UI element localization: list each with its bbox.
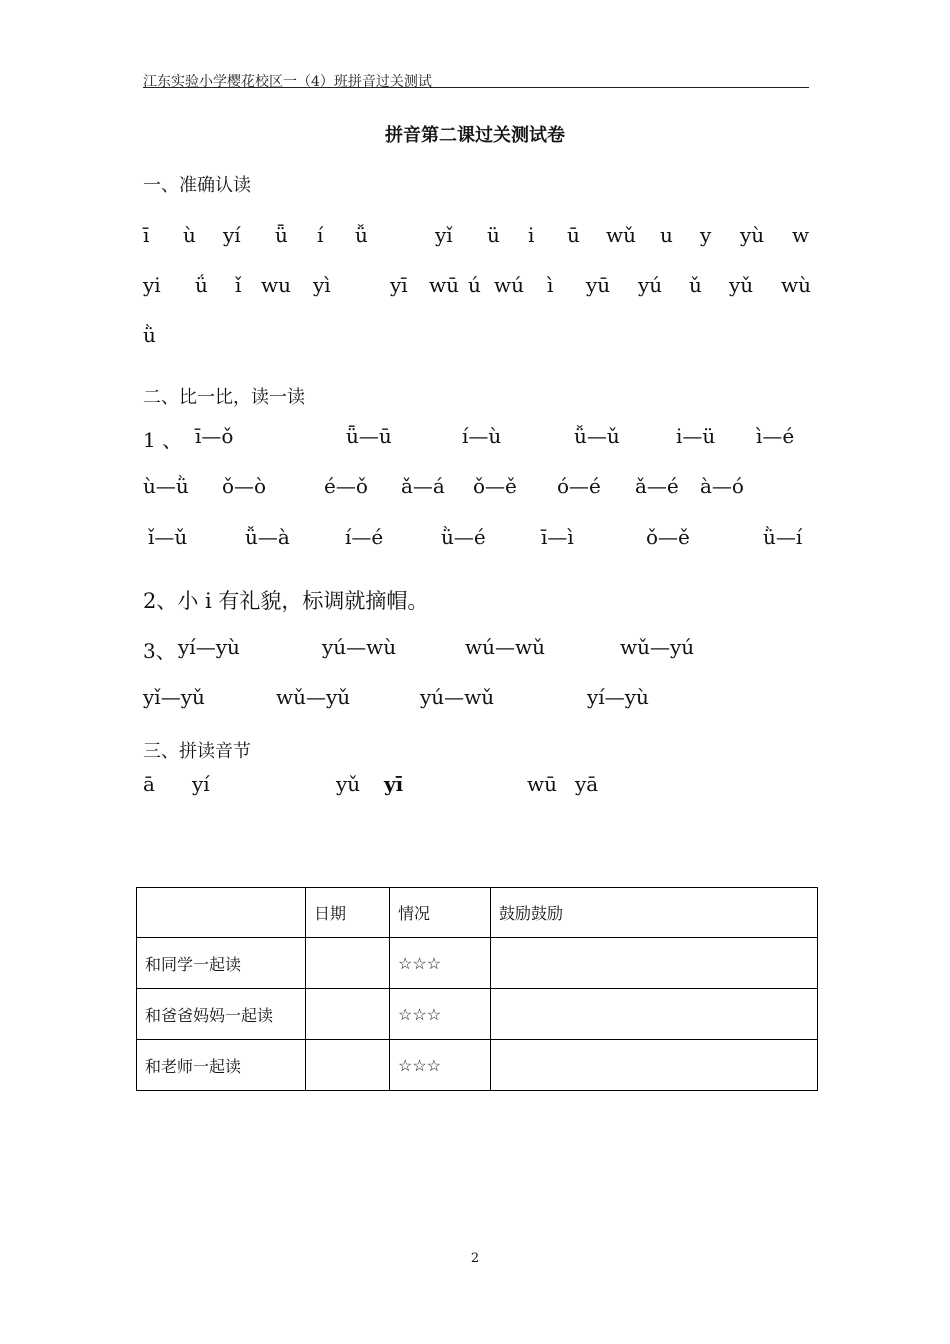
s1-row1-item: í [317,223,324,247]
s1-row2-item: yì [313,273,331,297]
s1-row1-item: w [792,223,810,247]
syllable: ā [143,772,155,796]
s1-row2-item: wú [494,273,524,297]
compare-pair: ǎ—é [635,474,679,498]
s1-row2-item: ú [468,273,481,297]
s1-row2-item: ì [547,273,554,297]
compare-pair: ǚ—ǔ [574,424,620,448]
row-label: 和同学一起读 [137,938,306,989]
table-row [137,1040,818,1091]
s1-row1-item: ī [143,223,150,247]
header-rule [143,87,809,88]
star-rating[interactable]: ☆☆☆ [390,938,491,989]
table-row [137,989,818,1040]
s1-row1-item: yù [740,223,765,247]
compare-pair: ǒ—ò [222,474,267,498]
syllable: yā [575,772,599,796]
s1-row1-item: ü [487,223,500,247]
date-cell[interactable] [306,1040,390,1091]
compare-pair: ī—ì [541,525,574,549]
compare-pair: í—é [345,525,384,549]
star-rating[interactable]: ☆☆☆ [390,1040,491,1091]
page-header: 江东实验小学樱花校区一（4）班拼音过关测试 [143,74,432,90]
s1-row2-item: yī [390,273,408,297]
compare-pair: ǒ—ě [646,525,690,549]
s1-row2-item: yi [143,273,161,297]
compare-pair: ī—ǒ [195,424,234,448]
s1-row1-item: ù [183,223,196,247]
date-cell[interactable] [306,989,390,1040]
compare-pair: yí—yù [178,635,240,659]
s1-row2-item: ǔ [689,273,702,297]
compare-pair: ù—ǜ [143,474,189,498]
row-label: 和老师一起读 [137,1040,306,1091]
compare-pair: wǔ—yú [620,635,695,659]
compare-pair: ǎ—á [401,474,445,498]
syllable: yī [384,772,404,796]
reading-log-table [136,887,818,1091]
date-cell[interactable] [306,938,390,989]
compare-pair: wǔ—yǔ [276,685,351,709]
compare-pair: yú—wù [322,635,397,659]
page-number: 2 [470,1251,480,1266]
compare-pair: ǜ—í [763,525,803,549]
table-header-row [137,888,818,938]
s1-row1-item: i [528,223,535,247]
section1-heading: 一、准确认读 [143,175,251,196]
table-header-status: 情况 [390,888,491,938]
table-header-date: 日期 [306,888,390,938]
s1-row1-item: wǔ [606,223,636,247]
compare-pair: í—ù [462,424,502,448]
syllable: yí [192,772,210,796]
compare-pair: yí—yù [587,685,649,709]
s1-row2-item: yū [586,273,611,297]
s1-row2-item: wu [261,273,291,297]
s1-row3-item: ǜ [143,323,156,347]
s1-row2-item: yú [638,273,663,297]
syllable: yǔ [336,772,361,796]
encourage-cell[interactable] [491,989,818,1040]
s1-row2-item: wū [429,273,459,297]
compare-pair: i—ü [676,424,716,448]
table-header-cell [137,888,306,938]
row-label: 和爸爸妈妈一起读 [137,989,306,1040]
table-row [137,938,818,989]
compare-pair: ǐ—ǔ [148,525,188,549]
section2-heading: 二、比一比，读一读 [143,387,305,408]
s1-row1-item: y [700,223,712,247]
compare-pair: ǚ—à [245,525,290,549]
compare-pair: ǜ—é [441,525,486,549]
compare-pair: ó—é [557,474,601,498]
s1-row1-item: u [660,223,673,247]
s1-row2-item: yǔ [729,273,754,297]
s1-row1-item: ū [567,223,580,247]
rule-sentence: 2、小 i 有礼貌，标调就摘帽。 [143,589,429,613]
s1-row1-item: yí [223,223,241,247]
compare-pair: ǖ—ū [346,424,392,448]
encourage-cell[interactable] [491,1040,818,1091]
syllable: wū [527,772,557,796]
part1-label: 1 、 [143,428,183,452]
compare-pair: é—ǒ [324,474,368,498]
compare-pair: yú—wǔ [420,685,495,709]
encourage-cell[interactable] [491,938,818,989]
compare-pair: yǐ—yǔ [143,685,205,709]
s1-row1-item: ǚ [355,223,368,247]
table-header-encourage: 鼓励鼓励 [491,888,818,938]
s1-row1-item: ǖ [275,223,288,247]
s1-row2-item: wù [781,273,811,297]
page-title: 拼音第二课过关测试卷 [385,125,565,146]
compare-pair: wú—wǔ [465,635,545,659]
compare-pair: ì—é [756,424,795,448]
s1-row2-item: ǘ [195,273,208,297]
s1-row1-item: yǐ [435,223,453,247]
compare-pair: à—ó [700,474,744,498]
part3-label: 3、 [143,639,176,663]
s1-row2-item: ǐ [235,273,242,297]
section3-heading: 三、拼读音节 [143,741,251,762]
compare-pair: ǒ—ě [473,474,517,498]
star-rating[interactable]: ☆☆☆ [390,989,491,1040]
